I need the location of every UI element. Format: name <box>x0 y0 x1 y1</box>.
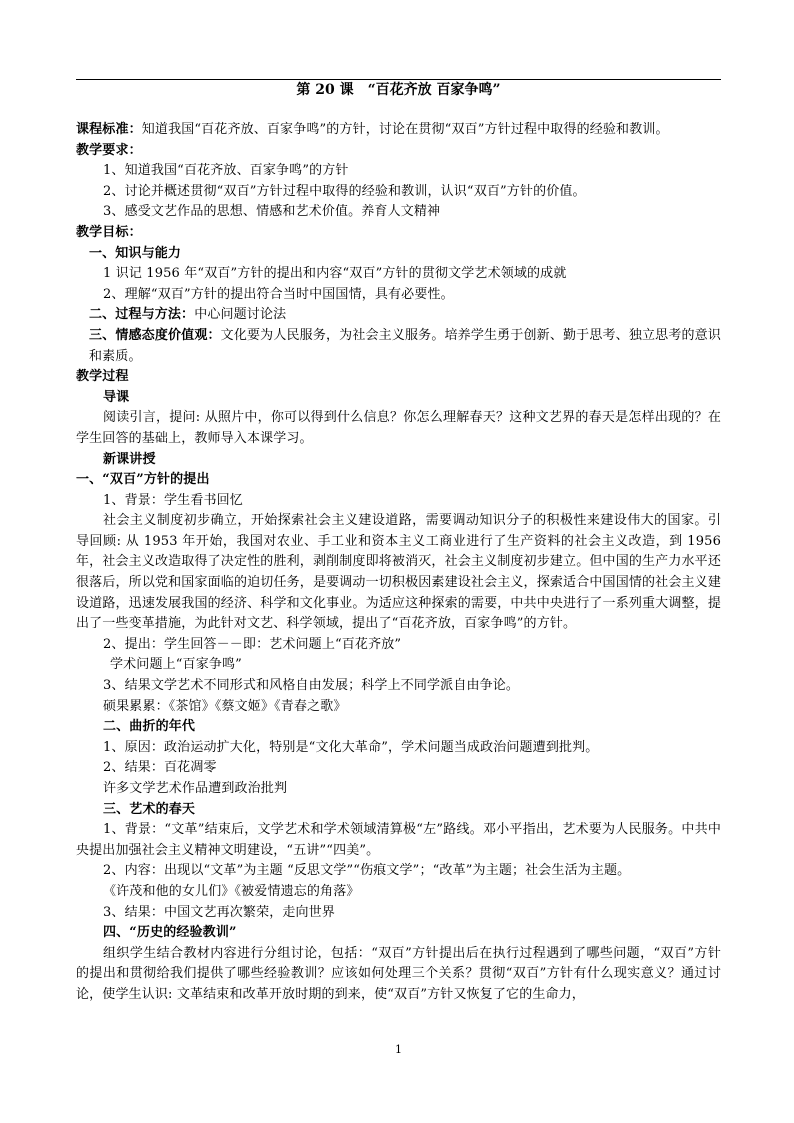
lesson-title: 第 20 课 “百花齐放 百家争鸣” <box>296 82 501 98</box>
section-item: 1、原因：政治运动扩大化，特别是“文化大革命”，学术问题当成政治问题遭到批判。 <box>103 739 599 755</box>
emotion-text: 文化要为人民服务，为社会主义服务。培养学生勇于创新、勤于思考、独立思考的意识和素质。 <box>89 327 721 364</box>
goals-heading: 教学目标： <box>76 224 142 240</box>
requirements-heading: 教学要求： <box>76 142 142 158</box>
intro-paragraph: 阅读引言，提问: 从照片中，你可以得到什么信息？你怎么理解春天？这种文艺界的春天是怎样出现的？在学生回答的基础上，教师导入本课学习。 <box>76 410 721 446</box>
section-item: 学术问题上“百家争鸣” <box>110 657 242 673</box>
requirement-item: 3、感受文艺作品的思想、情感和艺术价值。养育人文精神 <box>103 204 441 220</box>
new-lesson-heading: 新课讲授 <box>103 451 156 467</box>
teaching-process-heading: 教学过程 <box>76 369 129 385</box>
section-heading: 四、“历史的经验教训” <box>103 925 237 941</box>
knowledge-item: 1 识记 1956 年“双百”方针的提出和内容“双百”方针的贯彻文学艺术领域的成就 <box>103 266 567 282</box>
emotion-label: 三、情感态度价值观： <box>89 327 221 343</box>
requirement-item: 2、讨论并概述贯彻“双百”方针过程中取得的经验和教训，认识“双百”方针的价值。 <box>103 183 586 199</box>
section-item: 2、提出：学生回答－－即：艺术问题上“百花齐放” <box>103 636 402 652</box>
section-heading: 一、“双百”方针的提出 <box>76 472 210 488</box>
section-item: 2、结果：百花凋零 <box>103 760 217 776</box>
section-item: 1、背景：“文革”结束后，文学艺术和学术领域清算极“左”路线。邓小平指出，艺术要为人民服务。中共中央提出加强社会主义精神文明建设，“五讲”“四美”。 <box>76 822 721 858</box>
emotion-goal <box>76 326 721 367</box>
page-number: 1 <box>395 1043 402 1056</box>
section-heading: 二、曲折的年代 <box>103 719 196 735</box>
knowledge-item: 2、理解“双百”方针的提出符合当时中国国情，具有必要性。 <box>103 286 454 302</box>
intro-heading: 导课 <box>103 389 130 405</box>
knowledge-heading: 一、知识与能力 <box>89 245 182 261</box>
section-item: 1、背景：学生看书回忆 <box>103 492 243 508</box>
section-item: 3、结果：中国文艺再次繁荣，走向世界 <box>103 904 335 920</box>
section-item: 3、结果文学艺术不同形式和风格自由发展；科学上不同学派自由争论。 <box>103 678 520 694</box>
requirement-item: 1、知道我国“百花齐放、百家争鸣”的方针 <box>103 163 349 179</box>
section-item: 《许茂和他的女儿们》《被爱情遗忘的角落》 <box>103 883 360 899</box>
process-method-label: 二、过程与方法： <box>89 307 195 323</box>
section-heading: 三、艺术的春天 <box>103 801 196 817</box>
standard-label: 课程标准： <box>76 122 142 137</box>
document-page <box>76 0 721 1123</box>
section-item: 许多文学艺术作品遭到政治批判 <box>103 781 288 796</box>
section-paragraph: 组织学生结合教材内容进行分组讨论，包括：“双百”方针提出后在执行过程遇到了哪些问题，“双百”方针的提出和贯彻给我们提供了哪些经验教训？应该如何处理三个关系？贯彻“双百”方针有什么现实意义？通过讨论，使学生认识: 文革结束和改革开放时期的到来，使“双百”方针又恢复了它的生命力， <box>76 945 721 1002</box>
section-paragraph: 社会主义制度初步确立，开始探索社会主义建设道路，需要调动知识分子的积极性来建设伟大的国家。引导回顾: 从 1953 年开始，我国对农业、手工业和资本主义工商业进行了生产资料的社会主义改造，到 1956 年，社会主义改造取得了决定性的胜利，剥削制度即将被消灭，社会主义制度初步建立。但中国的生产力水平还很落后，所以党和国家面临的迫切任务，是要调动一切积极因素建设社会主义，探索适合中国国情的社会主义建设道路，迅速发展我国的经济、科学和文化事业。为适应这种探索的需要，中共中央进行了一系列重大调整，提出了一些变革措施，为此针对文艺、科学领域，提出了“百花齐放，百家争鸣”的方针。 <box>76 513 721 632</box>
section-item: 2、内容：出现以“文革”为主题 “反思文学”“伤痕文学”；“改革”为主题；社会生活为主题。 <box>103 863 631 879</box>
process-method-goal <box>76 305 721 326</box>
standard-text: 知道我国“百花齐放、百家争鸣”的方针，讨论在贯彻“双百”方针过程中取得的经验和教训。 <box>141 122 669 137</box>
section-item: 硕果累累：《茶馆》《蔡文姬》《青春之歌》 <box>103 698 347 714</box>
document-body <box>76 120 721 1006</box>
curriculum-standard <box>76 120 721 141</box>
process-method-text: 中心问题讨论法 <box>194 307 287 323</box>
